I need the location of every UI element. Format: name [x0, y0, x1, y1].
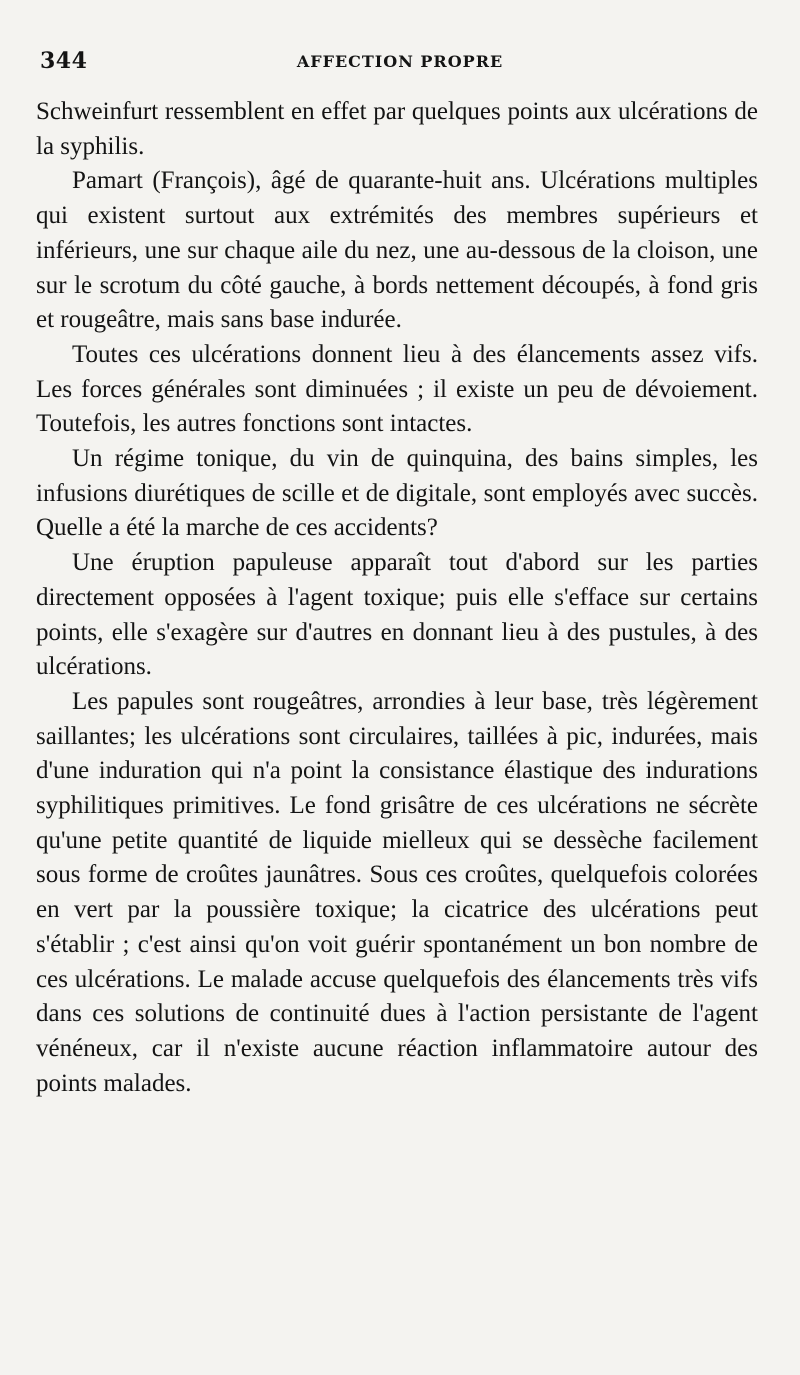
page-header: [40, 48, 760, 80]
running-head: AFFECTION PROPRE: [296, 52, 504, 71]
page-number: 344: [40, 48, 88, 74]
paragraph-continuation: Schweinfurt ressemblent en effet par quelques points aux ulcérations de la syphilis.: [36, 98, 758, 160]
paragraph-symptoms: Toutes ces ulcérations donnent lieu à des élancements assez vifs. Les forces générales sont diminuées ; il existe un peu de dévoiement. Toutefois, les autres fonctions sont intactes.: [36, 340, 758, 438]
paragraph-papules: Les papules sont rougeâtres, arrondies à leur base, très légèrement saillantes; les ulcérations sont circulaires, taillées à pic, indurées, mais d'une induration qui n'a point la consistance élastique des indurations syphilitiques primitives. Le fond grisâtre de ces ulcérations ne sécrète qu'une petite quantité de liquide mielleux qui se dessèche facilement sous forme de croûtes jaunâtres. Sous ces croûtes, quelquefois colorées en vert par la poussière toxique; la cicatrice des ulcérations peut s'établir ; c'est ainsi qu'on voit guérir spontanément un bon nombre de ces ulcérations. Le malade accuse quelquefois des élancements très vifs dans ces solutions de continuité dues à l'action persistante de l'agent vénéneux, car il n'existe aucune réaction inflammatoire autour des points malades.: [36, 687, 758, 1097]
paragraph-case-description: Pamart (François), âgé de quarante-huit ans. Ulcérations multiples qui existent surtout aux extrémités des membres supérieurs et inférieurs, une sur chaque aile du nez, une au-dessous de la cloison, une sur le scrotum du côté gauche, à bords nettement découpés, à fond gris et rougeâtre, mais sans base indurée.: [36, 167, 758, 334]
paragraph-treatment: Un régime tonique, du vin de quinquina, des bains simples, les infusions diurétiques de scille et de digitale, sont employés avec succès. Quelle a été la marche de ces accidents?: [36, 445, 758, 542]
body-text: [36, 95, 758, 1101]
paragraph-eruption: Une éruption papuleuse apparaît tout d'abord sur les parties directement opposées à l'agent toxique; puis elle s'efface sur certains points, elle s'exagère sur d'autres en donnant lieu à des pustules, à des ulcérations.: [36, 549, 758, 681]
